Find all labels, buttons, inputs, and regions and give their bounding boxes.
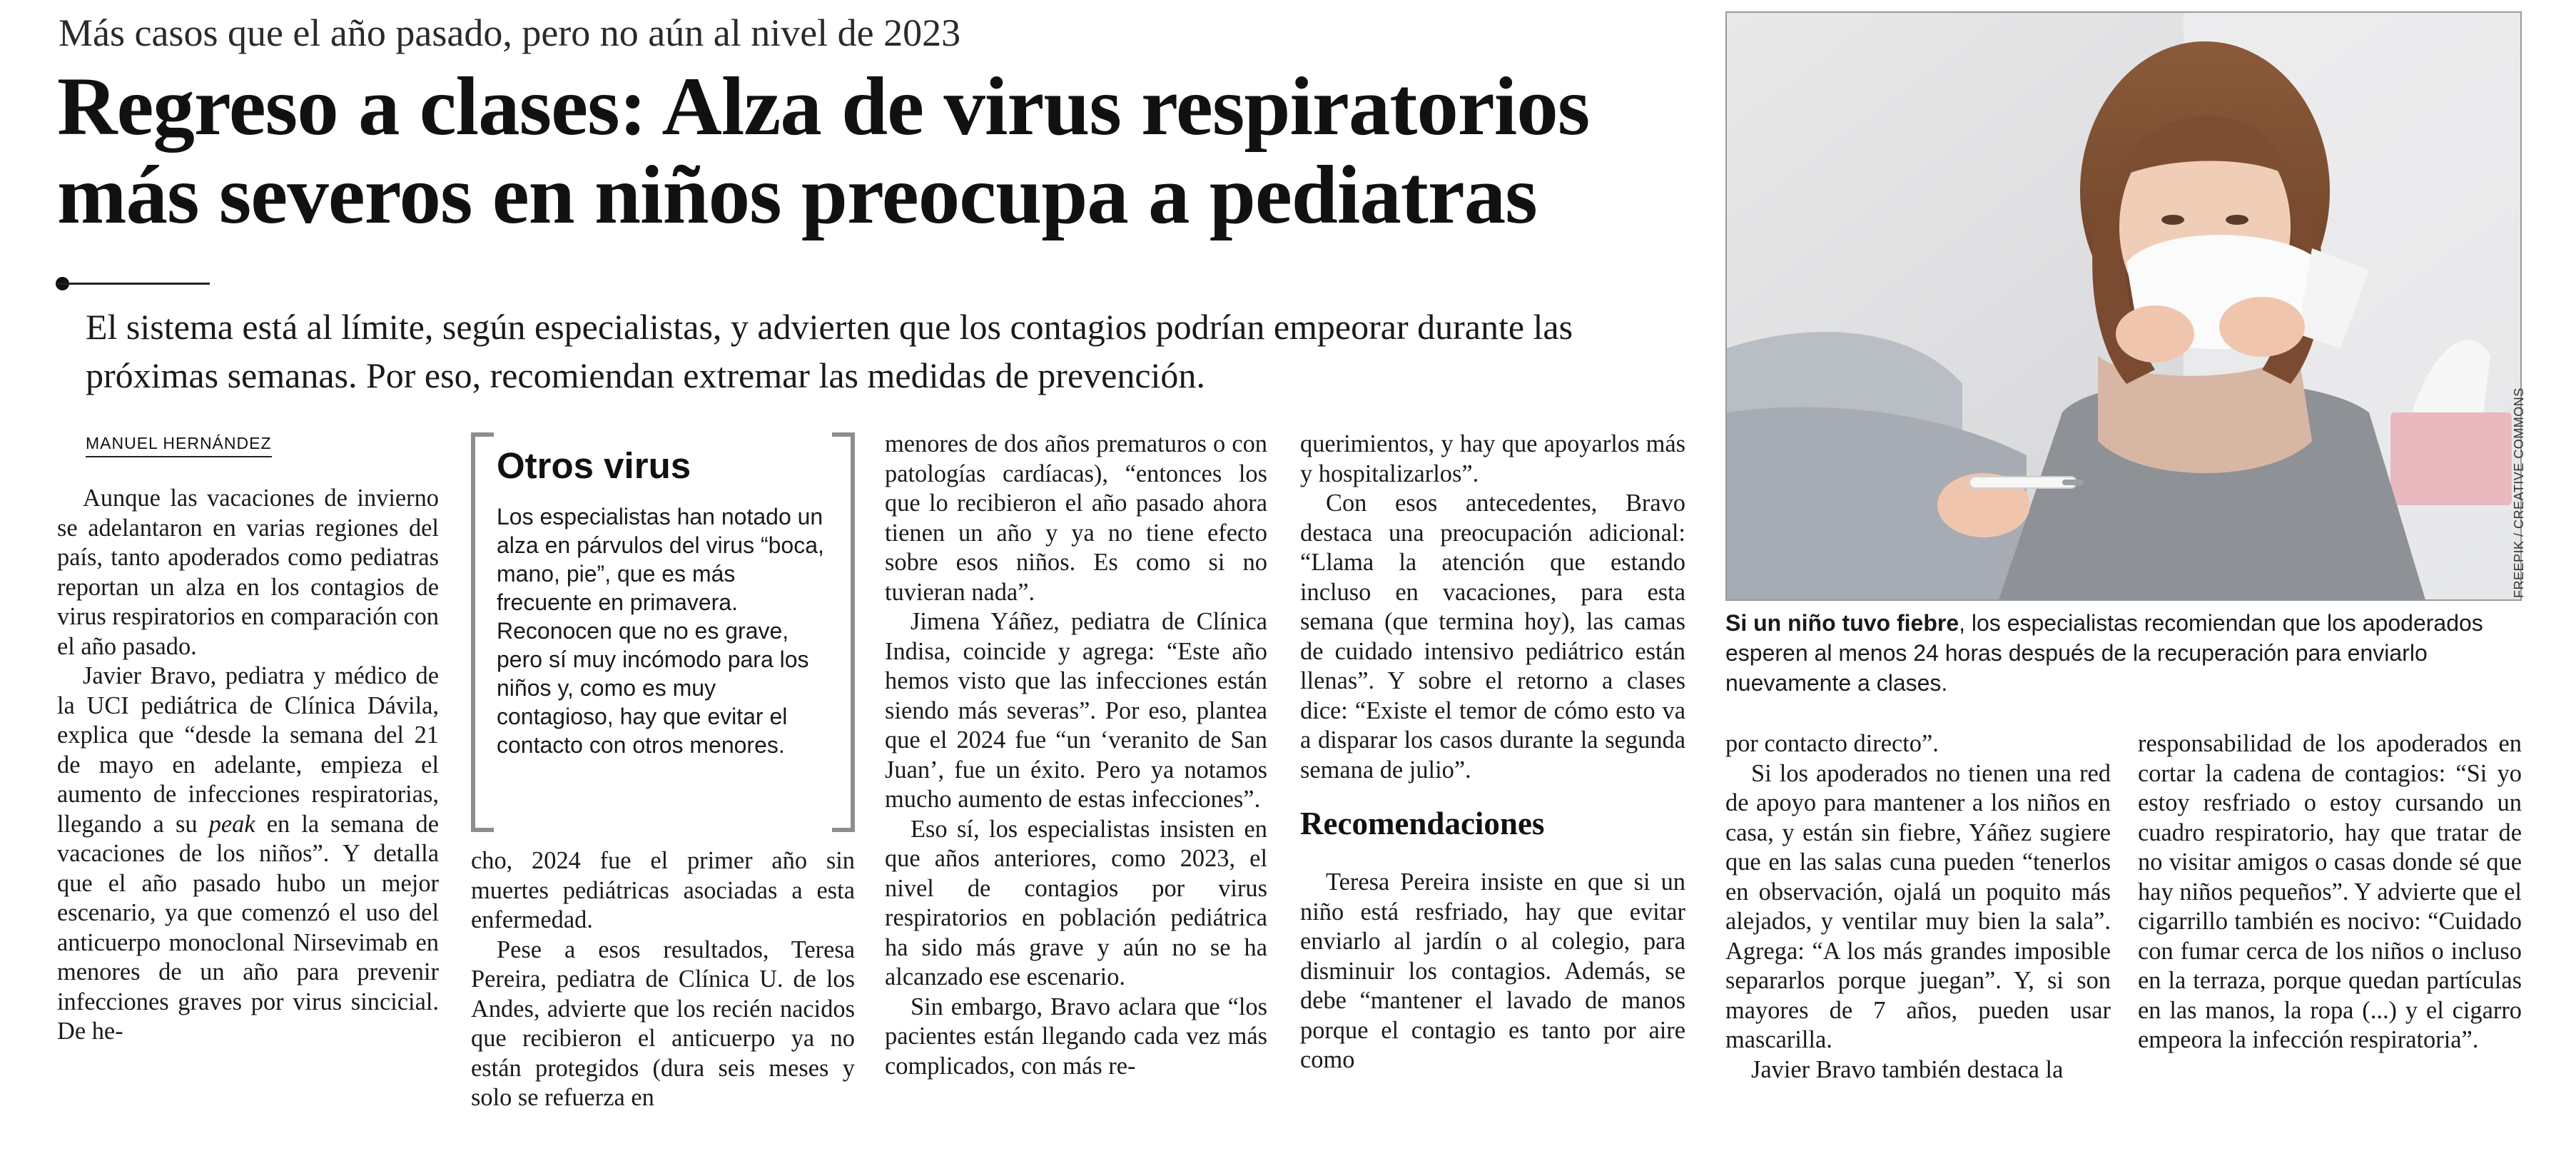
paragraph: Si los apoderados no tienen una red de apoyo para mantener a los niños en casa, y están sin fiebre, Yáñez sugiere que en las salas cuna pueden “tenerlos en observación, ojalá un poquito más alejados, y ventilar muy bien la sala”. Agrega: “A los más grandes imposible separarlos porque juegan”. Y, si son mayores de 7 años, pueden usar mascarilla.	[1725, 759, 2111, 1053]
sidebar-text: Los especialistas han notado un alza en párvulos del virus “boca, mano, pie”, que es más frecuente en primavera. Reconocen que no es grave, pero sí muy incómodo para los niños y, como es muy contagioso, hay que evitar el contacto con otros menores.	[497, 504, 824, 758]
paragraph: Javier Bravo, pediatra y médico de la UCI pediátrica de Clínica Dávila, explica que “desde la semana del 21 de mayo en adelante, empieza el aumento de infecciones respiratorias, llegando a su peak en la semana de vacaciones de los niños”. Y detalla que el año pasado hubo un mejor escenario, ya que comenzó el uso del anticuerpo monoclonal Nirsevimab en menores de un año para prevenir infecciones graves por virus sincicial. De he-	[57, 662, 439, 1045]
sidebar-corner	[471, 432, 494, 437]
paragraph: Teresa Pereira insiste en que si un niño está resfriado, hay que evitar enviarlo al jardín o al colegio, para disminuir los contagios. Además, se debe “mantener el lavado de manos porque el contagio es tanto por aire como	[1300, 868, 1685, 1073]
section-subhead: Recomendaciones	[1300, 806, 1545, 841]
paragraph: Eso sí, los especialistas insisten en que años anteriores, como 2023, el nivel de contagios por virus respiratorios en población pediátrica ha sido más grave y aún no se ha alcanzado ese escenario.	[885, 815, 1267, 990]
paragraph: Con esos antecedentes, Bravo destaca una preocupación adicional: “Llama la atención que estando incluso en vacaciones, para esta semana (que termina hoy), las camas de cuidado intensivo pediátrico están llenas”. Y sobre el retorno a clases dice: “Existe el temor de cómo esto va a disparar los casos durante la segunda semana de julio”.	[1300, 490, 1685, 784]
text-column-1	[57, 484, 439, 1047]
text-column-4	[1300, 430, 1685, 1075]
byline: MANUEL HERNÁNDEZ	[86, 432, 272, 457]
kicker: Más casos que el año pasado, pero no aún al nivel de 2023	[59, 11, 961, 54]
paragraph: Jimena Yáñez, pediatra de Clínica Indisa, coincide y agrega: “Este año hemos visto que las infecciones están siendo más severas”. Por eso, plantea que el 2024 fue “un ‘veranito de San Juan’, fue un éxito. Pero ya notamos mucho aumento de estas infecciones”.	[885, 608, 1267, 813]
headline: Regreso a clases: Alza de virus respiratorios más severos en niños preocupa a pediatras	[57, 61, 1590, 241]
sidebar-corner	[832, 828, 855, 832]
sidebar-title: Otros virus	[497, 445, 691, 486]
photo-caption	[1725, 608, 2522, 698]
sidebar-border-left	[471, 432, 475, 832]
sidebar-corner	[832, 432, 855, 437]
caption-lead: Si un niño tuvo fiebre	[1725, 610, 1959, 636]
text-column-2	[471, 846, 855, 1113]
sidebar-corner	[471, 828, 494, 832]
text-column-3	[885, 430, 1267, 1081]
paragraph: Sin embargo, Bravo aclara que “los pacientes están llegando cada vez más complicados, con más re-	[885, 993, 1267, 1080]
lead-rule	[57, 283, 210, 285]
paragraph: Javier Bravo también destaca la	[1751, 1055, 2064, 1083]
paragraph: Aunque las vacaciones de invierno se adelantaron en varias regiones del país, tanto apoderados como pediatras reportan un alza en los contagios de virus respiratorios en comparación con el año pasado.	[57, 485, 439, 660]
sidebar-border-right	[851, 432, 855, 832]
paragraph: por contacto directo”.	[1725, 730, 1939, 757]
photo-credit: FREEPIK / CREATIVE COMMONS	[2512, 387, 2526, 598]
text-column-6	[2138, 729, 2522, 1055]
paragraph: cho, 2024 fue el primer año sin muertes pediátricas asociadas a esta enfermedad.	[471, 847, 855, 933]
paragraph: querimientos, y hay que apoyarlos más y hospitalizarlos”.	[1300, 430, 1685, 487]
paragraph: menores de dos años prematuros o con patologías cardíacas), “entonces los que lo recibieron el año pasado ahora tienen un año y ya no tiene efecto sobre esos niños. Es como si no tuvieran nada”.	[885, 430, 1267, 606]
emphasis-term: peak	[208, 810, 255, 838]
article-photo	[1725, 11, 2522, 601]
caption-text: , los especialistas recomiendan que los apoderados esperen al menos 24 horas después de la recuperación para enviarlo nuevamente a clases.	[1725, 610, 2483, 696]
paragraph: Pese a esos resultados, Teresa Pereira, pediatra de Clínica U. de los Andes, advierte que los recién nacidos que recibieron el anticuerpo ya no están protegidos (dura seis meses y solo se refuerza en	[471, 936, 855, 1111]
lead-paragraph: El sistema está al límite, según especialistas, y advierten que los contagios podrían empeorar durante las próximas semanas. Por eso, recomiendan extremar las medidas de prevención.	[86, 307, 1573, 395]
sidebar-box	[471, 432, 855, 832]
paragraph: responsabilidad de los apoderados en cortar la cadena de contagios: “Si yo estoy resfriado o estoy cursando un cuadro respiratorio, hay que tratar de no visitar amigos o casas donde sé que hay niños pequeños”. Y advierte que el cigarrillo también es nocivo: “Cuidado con fumar cerca de los niños o incluso en la terraza, porque quedan partículas en las manos, la ropa (...) y el cigarro empeora la infección respiratoria”.	[2138, 730, 2522, 1053]
text-column-5	[1725, 729, 2111, 1085]
photo-illustration	[1727, 13, 2522, 601]
